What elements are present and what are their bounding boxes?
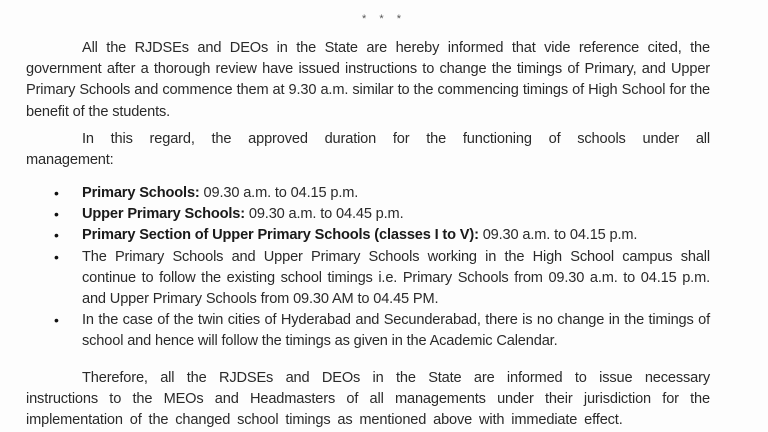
paragraph-conclusion-text: Therefore, all the RJDSEs and DEOs in the State are informed to issue necessary instructions to the MEOs and Headmasters of all managements under their jurisdiction for the implementation of the changed school timings as mentioned above with immediate effect. xyxy=(26,370,710,429)
bullet-icon: • xyxy=(54,206,59,223)
bullet-icon: • xyxy=(54,248,59,265)
list-item-twin-cities xyxy=(26,310,710,352)
bullet-icon: • xyxy=(54,227,59,244)
note-text: In the case of the twin cities of Hyderabad and Secunderabad, there is no change in the timings of school and hence will follow the timings as given in the Academic Calendar. xyxy=(82,312,710,350)
timing-label: Primary Section of Upper Primary Schools (classes I to V): xyxy=(82,227,479,244)
paragraph-intro-text: All the RJDSEs and DEOs in the State are hereby informed that vide reference cited, the government after a thorough review have issued instructions to change the timings of Primary, and Upper Primary Schools and commence them at 9.30 a.m. similar to the commencing timings of High School for the benefit of the students. xyxy=(26,40,710,120)
timing-label: Primary Schools: xyxy=(82,185,200,201)
list-item-upper-primary xyxy=(26,204,710,225)
paragraph-duration xyxy=(26,129,710,171)
note-text: The Primary Schools and Upper Primary Schools working in the High School campus shall continue to follow the existing school timings i.e. Primary Schools from 09.30 a.m. to 04.15 p.m. and Upper Primary Schools from 09.30 AM to 04.45 PM. xyxy=(82,248,710,308)
paragraph-conclusion xyxy=(26,368,710,432)
list-item-high-school-campus xyxy=(26,247,710,311)
timing-value: 09.30 a.m. to 04.15 p.m. xyxy=(199,185,359,201)
list-item-primary xyxy=(26,183,710,204)
bullet-icon: • xyxy=(54,312,59,329)
timing-value: 09.30 a.m. to 04.45 p.m. xyxy=(244,206,404,223)
timing-value: 09.30 a.m. to 04.15 p.m. xyxy=(478,227,638,244)
cut-off-header-line xyxy=(140,0,580,3)
timings-list xyxy=(26,183,710,353)
paragraph-intro xyxy=(26,38,710,123)
list-item-primary-section xyxy=(26,225,710,246)
section-separator: * * * xyxy=(362,13,406,25)
bullet-icon: • xyxy=(54,185,59,201)
paragraph-duration-text: In this regard, the approved duration for the functioning of schools under all management: xyxy=(26,131,710,169)
timing-label: Upper Primary Schools: xyxy=(82,206,245,223)
